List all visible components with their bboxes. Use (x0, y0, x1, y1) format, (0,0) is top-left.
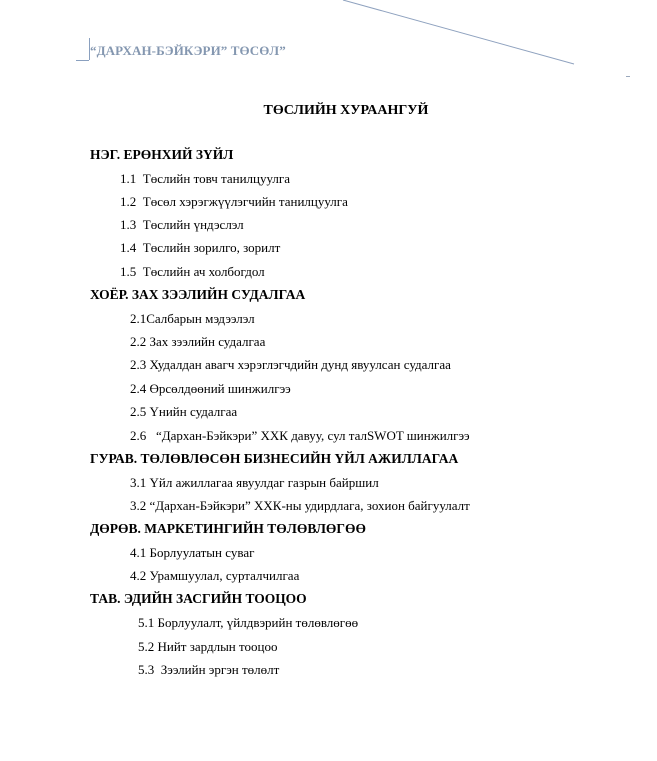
toc-item-1-5 (120, 264, 265, 280)
toc-item-2-2 (130, 334, 265, 350)
toc-item-text: Борлуулалт, үйлдвэрийн төлөвлөгөө (157, 615, 359, 630)
toc-item-number: 5.3 (138, 662, 155, 677)
toc-item-number: 2.3 (130, 357, 147, 372)
toc-item-2-6 (130, 428, 470, 444)
toc-item-2-3 (130, 357, 451, 373)
section-heading-1: НЭГ. ЕРӨНХИЙ ЗҮЙЛ (90, 147, 234, 162)
toc-item-3-1 (130, 475, 379, 491)
toc-item-text: “Дархан-Бэйкэри” ХХК давуу, сул талSWOT шинжилгээ (156, 428, 470, 443)
toc-item-text: Төслийн ач холбогдол (142, 264, 265, 279)
toc-item-number: 4.2 (130, 568, 147, 583)
toc-item-number: 2.1 (130, 311, 147, 326)
toc-item-text: Төсөл хэрэгжүүлэгчийн танилцуулга (142, 194, 348, 209)
toc-item-5-2 (138, 639, 277, 655)
toc-item-text: Өрсөлдөөний шинжилгээ (149, 381, 291, 396)
document-title: ТӨСЛИЙН ХУРААНГУЙ (263, 103, 429, 118)
toc-item-2-5 (130, 404, 237, 420)
toc-item-text: Үйл ажиллагаа явуулдаг газрын байршил (149, 475, 379, 490)
toc-item-4-1 (130, 545, 254, 561)
toc-item-number: 5.2 (138, 639, 155, 654)
toc-item-text: Борлуулатын суваг (149, 545, 255, 560)
toc-item-text: Урамшуулал, сурталчилгаа (149, 568, 300, 583)
toc-item-number: 3.1 (130, 475, 147, 490)
toc-item-text: Худалдан авагч хэрэглэгчдийн дунд явуулсан судалгаа (149, 357, 451, 372)
section-heading-4: ДӨРӨВ. МАРКЕТИНГИЙН ТӨЛӨВЛӨГӨӨ (90, 521, 366, 536)
toc-item-text: Зээлийн эргэн төлөлт (160, 662, 280, 677)
toc-item-number: 1.4 (120, 240, 137, 255)
toc-item-text: Зах зээлийн судалгаа (149, 334, 266, 349)
toc-item-text: Нийт зардлын тооцоо (157, 639, 278, 654)
toc-item-number: 2.6 (130, 428, 147, 443)
toc-item-number: 1.5 (120, 264, 137, 279)
toc-item-3-2 (130, 498, 470, 514)
toc-item-5-3 (138, 662, 279, 678)
toc-item-text: Үнийн судалгаа (149, 404, 238, 419)
header-corner-mark-horizontal (76, 60, 89, 61)
toc-item-1-3 (120, 217, 244, 233)
header-title: “ДАРХАН-БЭЙКЭРИ” ТӨСӨЛ” (90, 43, 286, 58)
toc-item-text: Төслийн зорилго, зорилт (142, 240, 281, 255)
toc-item-number: 4.1 (130, 545, 147, 560)
section-heading-2: ХОЁР. ЗАХ ЗЭЭЛИЙН СУДАЛГАА (90, 287, 306, 302)
toc-item-number: 2.2 (130, 334, 147, 349)
toc-item-text: Төслийн товч танилцуулга (142, 171, 290, 186)
toc-item-text: Салбарын мэдээлэл (146, 311, 255, 326)
toc-item-5-1 (138, 615, 358, 631)
toc-item-2-1 (130, 311, 255, 327)
header-corner-mark (626, 76, 630, 77)
toc-item-number: 2.4 (130, 381, 147, 396)
toc-item-2-4 (130, 381, 291, 397)
toc-item-number: 1.3 (120, 217, 137, 232)
toc-item-number: 5.1 (138, 615, 155, 630)
toc-item-text: Төслийн үндэслэл (142, 217, 244, 232)
toc-item-number: 2.5 (130, 404, 147, 419)
section-heading-3: ГУРАВ. ТӨЛӨВЛӨСӨН БИЗНЕСИЙН ҮЙЛ АЖИЛЛАГАА (90, 451, 459, 466)
toc-item-1-2 (120, 194, 348, 210)
toc-item-1-1 (120, 171, 290, 187)
toc-item-text: “Дархан-Бэйкэри” ХХК-ны удирдлага, зохион байгуулалт (149, 498, 470, 513)
toc-item-number: 3.2 (130, 498, 147, 513)
toc-item-number: 1.2 (120, 194, 137, 209)
toc-item-number: 1.1 (120, 171, 137, 186)
section-heading-5: ТАВ. ЭДИЙН ЗАСГИЙН ТООЦОО (90, 591, 307, 606)
toc-item-1-4 (120, 240, 280, 256)
toc-item-4-2 (130, 568, 299, 584)
